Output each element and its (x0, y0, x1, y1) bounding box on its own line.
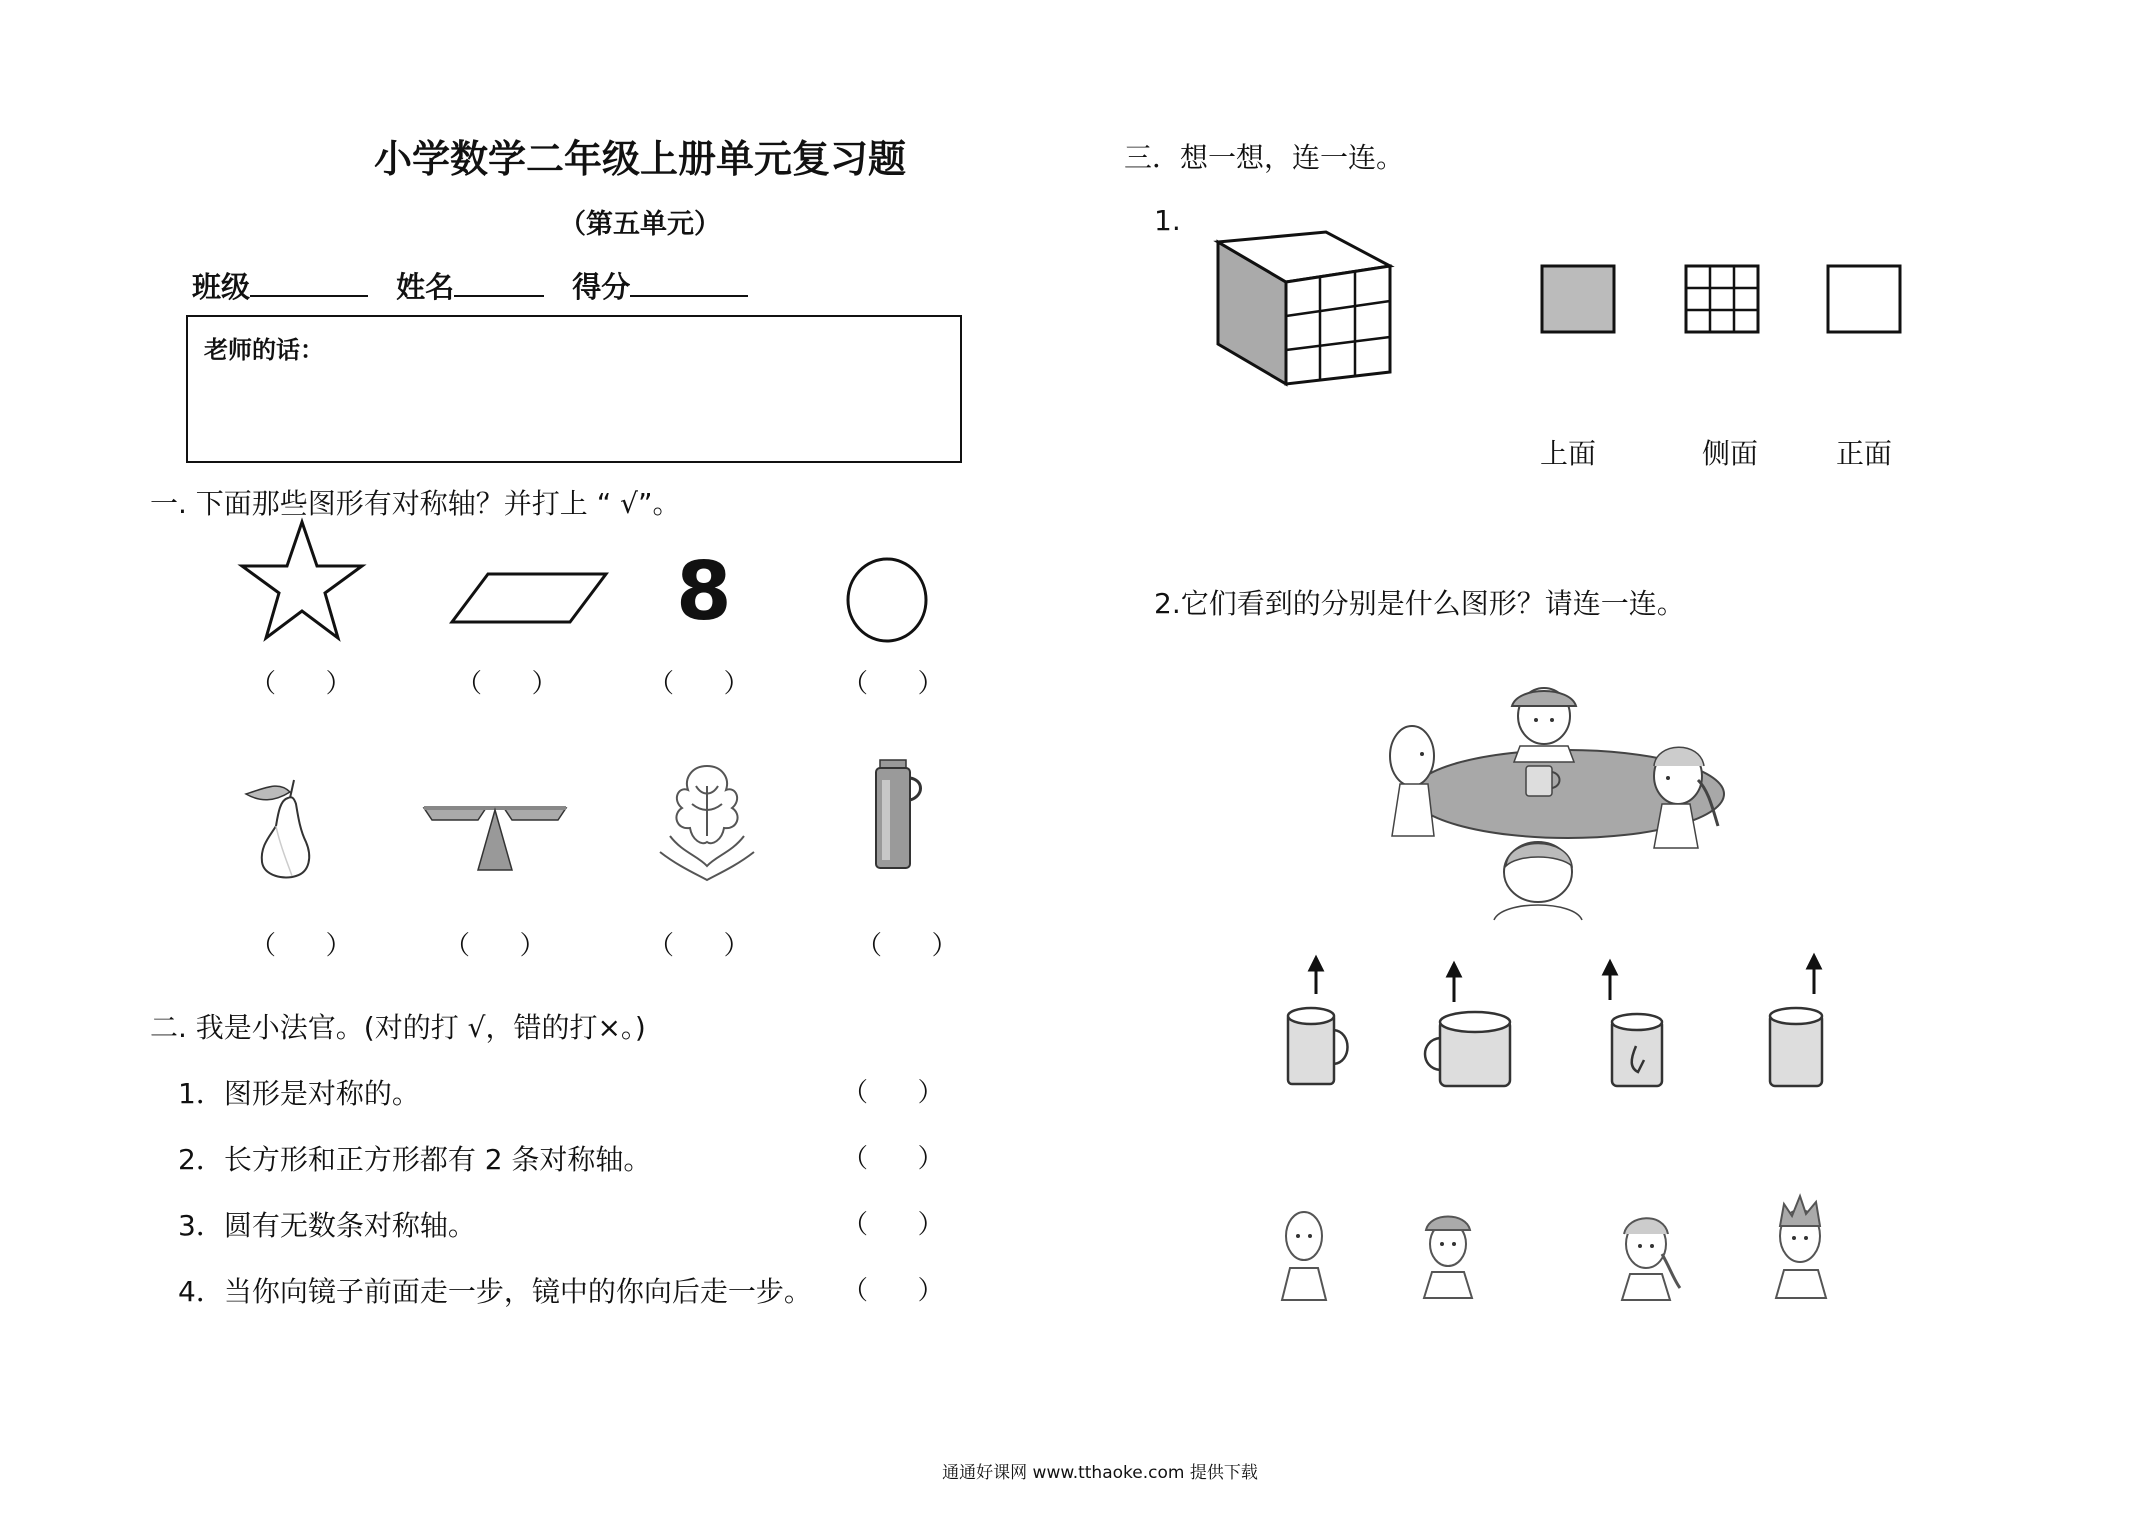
arrows-and-mugs (1300, 950, 1840, 1090)
score-blank[interactable] (630, 269, 748, 297)
answer-paren-star[interactable]: （ ） (250, 669, 352, 699)
balance-scale-icon (420, 800, 570, 874)
cube-icon (1214, 228, 1400, 388)
blank-square-icon (1826, 264, 1902, 334)
answer-paren-pear[interactable]: （ ） (250, 931, 352, 961)
teacher-comment-label: 老师的话： (204, 336, 324, 364)
judge-paren-2[interactable]: （ ） (842, 1144, 944, 1174)
face-label-top: 上面 (1540, 437, 1597, 470)
class-label: 班级 (192, 270, 251, 304)
answer-paren-scale[interactable]: （ ） (444, 931, 546, 961)
section3-q2-text: 2.它们看到的分别是什么图形？请连一连。 (1154, 587, 1685, 620)
digit-eight-figure: 8 (676, 545, 732, 638)
judge-item-4: 4．当你向镜子前面走一步，镜中的你向后走一步。 (178, 1275, 812, 1308)
answer-paren-eight[interactable]: （ ） (648, 669, 750, 699)
answer-paren-circle[interactable]: （ ） (842, 669, 944, 699)
parallelogram-icon (450, 570, 610, 626)
page-title: 小学数学二年级上册单元复习题 (373, 137, 906, 181)
name-label: 姓名 (396, 270, 455, 304)
star-icon (238, 518, 366, 648)
answer-paren-flower[interactable]: （ ） (648, 931, 750, 961)
answer-paren-thermos[interactable]: （ ） (856, 931, 958, 961)
judge-item-2: 2．长方形和正方形都有 2 条对称轴。 (178, 1143, 652, 1176)
footer-credit: 通通好课网 www.tthaoke.com 提供下载 (942, 1463, 1258, 1483)
face-label-front: 正面 (1836, 437, 1893, 470)
answer-paren-parallelogram[interactable]: （ ） (456, 669, 558, 699)
grid-square-icon (1684, 264, 1760, 334)
section3-heading: 三．想一想，连一连。 (1124, 141, 1405, 174)
flower-icon (652, 756, 762, 886)
circle-icon (845, 556, 929, 644)
class-blank[interactable] (250, 269, 368, 297)
page-subtitle: （第五单元） (559, 209, 721, 240)
children-around-table-illustration (1378, 676, 1740, 924)
section3-q1-number: 1. (1154, 204, 1181, 237)
face-label-side: 侧面 (1702, 437, 1759, 470)
pear-icon (240, 776, 330, 881)
student-info-fields (192, 265, 766, 306)
judge-item-3: 3．圆有无数条对称轴。 (178, 1209, 476, 1242)
name-blank[interactable] (454, 269, 544, 297)
thermos-icon (868, 756, 930, 874)
section2-heading: 二. 我是小法官。(对的打 √，错的打×。) (150, 1011, 646, 1044)
score-label: 得分 (572, 270, 631, 304)
gray-square-icon (1540, 264, 1616, 334)
judge-paren-3[interactable]: （ ） (842, 1210, 944, 1240)
children-faces-row (1272, 1188, 1852, 1300)
judge-paren-1[interactable]: （ ） (842, 1078, 944, 1108)
section1-heading: 一. 下面那些图形有对称轴？并打上 “ √”。 (150, 487, 681, 520)
judge-item-1: 1．图形是对称的。 (178, 1077, 420, 1110)
judge-paren-4[interactable]: （ ） (842, 1276, 944, 1306)
